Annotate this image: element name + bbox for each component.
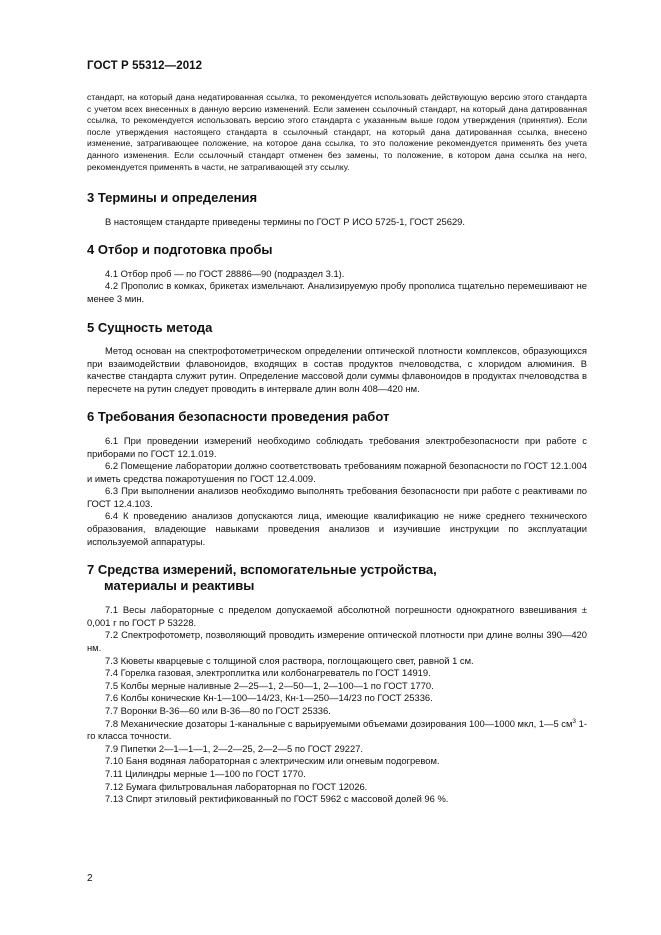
section-7-heading <box>87 562 587 593</box>
list-item-7-8 <box>87 718 587 743</box>
section-7-heading-line2: материалы и реактивы <box>104 577 255 593</box>
list-item: 7.3 Кюветы кварцевые с толщиной слоя раствора, поглощающего свет, равной 1 см. <box>105 654 474 666</box>
section-6-paragraph: 6.4 К проведению анализов допускаются лица, имеющие квалификацию не ниже среднего технического образования, владеющие навыками проведения анализов и изучившие инструкции по эксплуатации используемой аппаратуры. <box>87 510 587 547</box>
intro-block <box>87 92 587 173</box>
section-5-heading: 5 Сущность метода <box>87 319 213 335</box>
section-3-paragraph: В настоящем стандарте приведены термины по ГОСТ Р ИСО 5725-1, ГОСТ 25629. <box>105 215 465 227</box>
superscript-3: 3 <box>572 717 577 725</box>
section-6-paragraph: 6.2 Помещение лаборатории должно соответствовать требованиям пожарной безопасности по ГОСТ 12.1.004 и иметь средства пожаротушения по ГОСТ 12.4.009. <box>87 460 587 484</box>
section-6-heading: 6 Требования безопасности проведения работ <box>87 409 390 425</box>
list-item: 7.12 Бумага фильтровальная лабораторная по ГОСТ 12026. <box>105 780 368 792</box>
item-7-8-tail: 1-го класса точности. <box>87 717 587 742</box>
list-item: 7.4 Горелка газовая, электроплитка или колбонагреватель по ГОСТ 14919. <box>105 667 431 679</box>
section-7-heading-line1: 7 Средства измерений, вспомогательные устройства, <box>87 562 437 578</box>
intro-paragraph: стандарт, на который дана недатированная ссылка, то рекомендуется использовать действующую версию этого стандарта с учетом всех внесенных в данную версию изменений. Если заменен ссылочный стандарт, на который дана датированная ссылка, то рекомендуется использовать версию этого стандарта с указанным выше годом утверждения (принятия). Если после утверждения настоящего стандарта в ссылочный стандарт, на который дана датированная ссылка, внесено изменение, затрагивающее положение, на которое дана ссылка, то это положение рекомендуется применять без учета данного изменения. Если ссылочный стандарт отменен без замены, то положение, в котором дана ссылка на него, рекомендуется применять в части, не затрагивающей эту ссылку. <box>87 92 587 172</box>
page-number: 2 <box>87 873 93 884</box>
list-item: 7.7 Воронки В-36—60 или В-36—80 по ГОСТ 25336. <box>105 705 331 716</box>
list-item: 7.2 Спектрофотометр, позволяющий проводить измерение оптической плотности при длине волны 390—420 нм. <box>87 629 587 654</box>
section-3-heading: 3 Термины и определения <box>87 190 258 206</box>
section-6-paragraph: 6.1 При проведении измерений необходимо соблюдать требования электробезопасности при работе с приборами по ГОСТ 12.1.019. <box>87 434 587 459</box>
section-4-paragraph: 4.2 Прополис в комках, брикетах измельчают. Анализируемую пробу прополиса тщательно перемешивают не менее 3 мин. <box>87 280 587 304</box>
section-4-heading: 4 Отбор и подготовка пробы <box>87 242 273 258</box>
section-4-paragraph: 4.1 Отбор проб — по ГОСТ 28886—90 (подраздел 3.1). <box>105 267 345 279</box>
item-7-8-text: 7.8 Механические дозаторы 1-канальные с варьируемыми объемами дозирования 100—1000 мкл, 1—5 см <box>105 717 573 729</box>
document-header: ГОСТ Р 55312—2012 <box>87 60 203 72</box>
section-5-paragraph: Метод основан на спектрофотометрическом определении оптической плотности комплексов, образующихся при взаимодействии флавоноидов, входящих в состав продуктов пчеловодства, с хлоридом алюминия. В качестве стандарта служит рутин. Определение массовой доли суммы флавоноидов в продуктах пчеловодства в пересчете на рутин следует проводить в интервале длин волн 408—420 нм. <box>87 345 587 394</box>
list-item: 7.13 Спирт этиловый ректификованный по ГОСТ 5962 с массовой долей 96 %. <box>105 793 449 805</box>
list-item: 7.1 Весы лабораторные с пределом допускаемой абсолютной погрешности однократного взвешивания ± 0,001 г по ГОСТ Р 53228. <box>87 604 587 628</box>
list-item: 7.11 Цилиндры мерные 1—100 по ГОСТ 1770. <box>105 767 306 779</box>
list-item: 7.5 Колбы мерные наливные 2—25—1, 2—50—1, 2—100—1 по ГОСТ 1770. <box>105 679 434 691</box>
list-item: 7.9 Пипетки 2—1—1—1, 2—2—25, 2—2—5 по ГОСТ 29227. <box>105 742 364 754</box>
list-item: 7.10 Баня водяная лабораторная с электрическим или огневым подогревом. <box>105 755 440 767</box>
list-item: 7.6 Колбы конические Кн-1—100—14/23, Кн-1—250—14/23 по ГОСТ 25336. <box>105 692 433 704</box>
page-content <box>87 92 587 806</box>
section-6-paragraph: 6.3 При выполнении анализов необходимо выполнять требования безопасности при работе с реактивами по ГОСТ 12.4.103. <box>87 485 587 509</box>
